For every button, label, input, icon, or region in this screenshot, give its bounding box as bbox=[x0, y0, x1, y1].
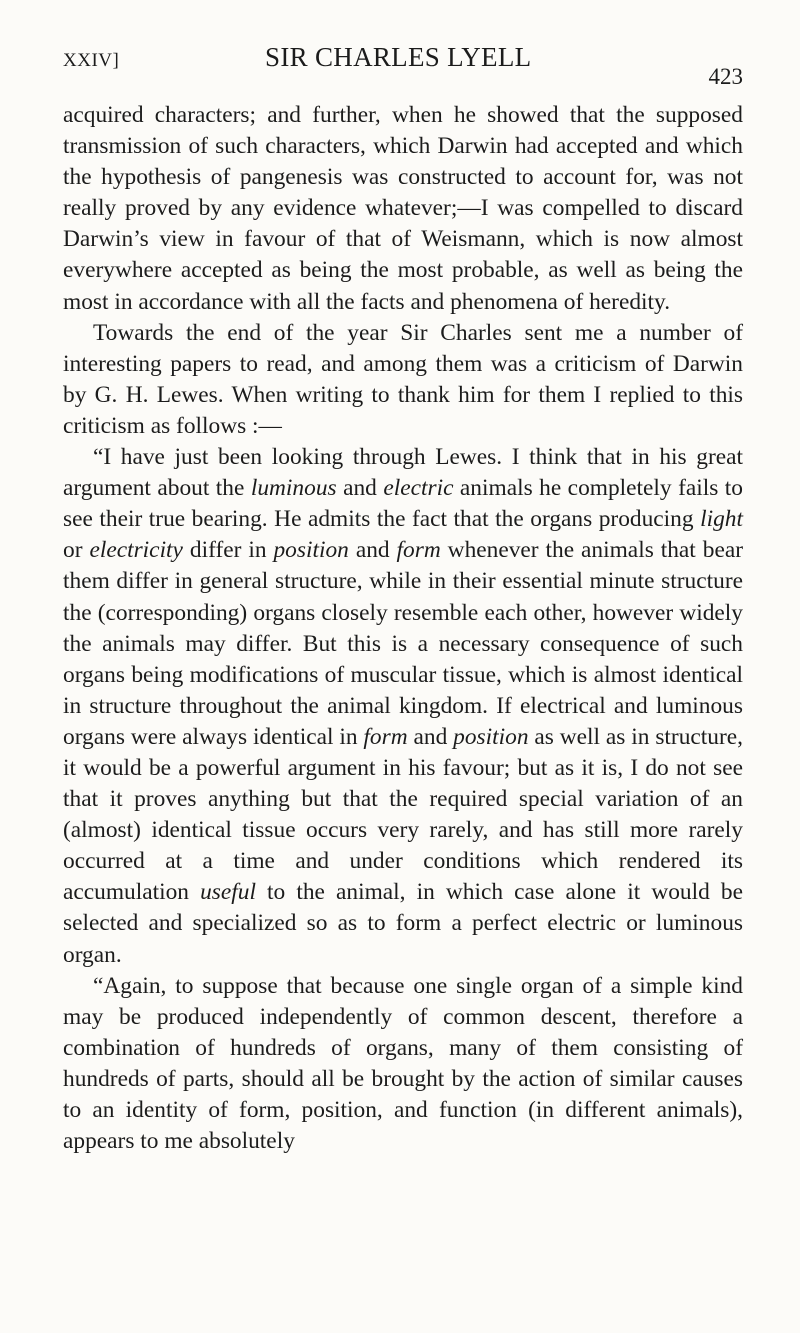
chapter-marker: XXIV] bbox=[63, 50, 120, 71]
italic-text: electric bbox=[383, 475, 454, 502]
italic-text: position bbox=[453, 723, 529, 750]
paragraph bbox=[63, 971, 743, 1158]
text-segment: differ in bbox=[182, 537, 274, 564]
running-head bbox=[63, 38, 743, 89]
italic-text: form bbox=[396, 537, 441, 564]
italic-text: useful bbox=[200, 879, 256, 906]
text-segment: Towards the end of the year Sir Charles sent me a number of interesting papers to read, and among them was a criticism of Darwin by G. H. Lewes. When writing to thank him for them I replied to this criticism as follows :— bbox=[63, 319, 743, 439]
italic-text: electricity bbox=[89, 537, 183, 564]
page-number: 423 bbox=[708, 64, 743, 89]
paragraph bbox=[63, 100, 743, 318]
text-segment: “I have just been looking through Lewes. I think that in his great argument about the bbox=[63, 444, 743, 502]
italic-text: form bbox=[363, 723, 408, 750]
text-segment: animals he completely fails to see their true bearing. He admits the fact that the organs producing bbox=[63, 475, 743, 533]
text-segment: “Again, to suppose that because one single organ of a simple kind may be produced independently of common descent, therefore a combination of hundreds of organs, many of them consisting of hundreds of parts, should all be brought by the action of similar causes to an identity of form, position, and function (in different animals), appears to me absolutely bbox=[63, 972, 743, 1155]
text-segment: or bbox=[63, 537, 90, 564]
text-segment: and bbox=[407, 723, 454, 750]
paragraph bbox=[63, 318, 743, 442]
italic-text: position bbox=[273, 537, 349, 564]
text-segment: as well as in structure, it would be a powerful argument in his favour; but as it is, I do not see that it proves anything but that the required special variation of an (almost) identical tissue occurs very rarely, and has still more rarely occurred at a time and under conditions which rendered its accumulation bbox=[63, 723, 743, 906]
italic-text: luminous bbox=[250, 475, 337, 502]
paragraph bbox=[63, 442, 743, 971]
text-segment: acquired characters; and further, when he showed that the supposed transmission of such characters, which Darwin had accepted and which the hypothesis of pangenesis was constructed to account for, was not really proved by any evidence whatever;—I was compelled to discard Darwin’s view in favour of that of Weismann, which is now almost everywhere accepted as being the most probable, as well as being the most in accordance with all the facts and phenomena of heredity. bbox=[63, 102, 743, 315]
text-segment: to the animal, in which case alone it would be selected and specialized so as to form a perfect electric or luminous organ. bbox=[63, 879, 743, 968]
italic-text: light bbox=[700, 506, 743, 533]
body-text bbox=[63, 100, 743, 1157]
text-segment: and bbox=[336, 475, 384, 502]
text-segment: and bbox=[348, 537, 397, 564]
text-segment: whenever the animals that bear them differ in general structure, while in their essential minute structure the (corresponding) organs closely resemble each other, however widely the animals may differ. But this is a necessary consequence of such organs being modifications of muscular tissue, which is almost identical in structure throughout the animal kingdom. If electrical and luminous organs were always identical in bbox=[63, 537, 743, 750]
running-title: SIR CHARLES LYELL bbox=[265, 42, 532, 72]
